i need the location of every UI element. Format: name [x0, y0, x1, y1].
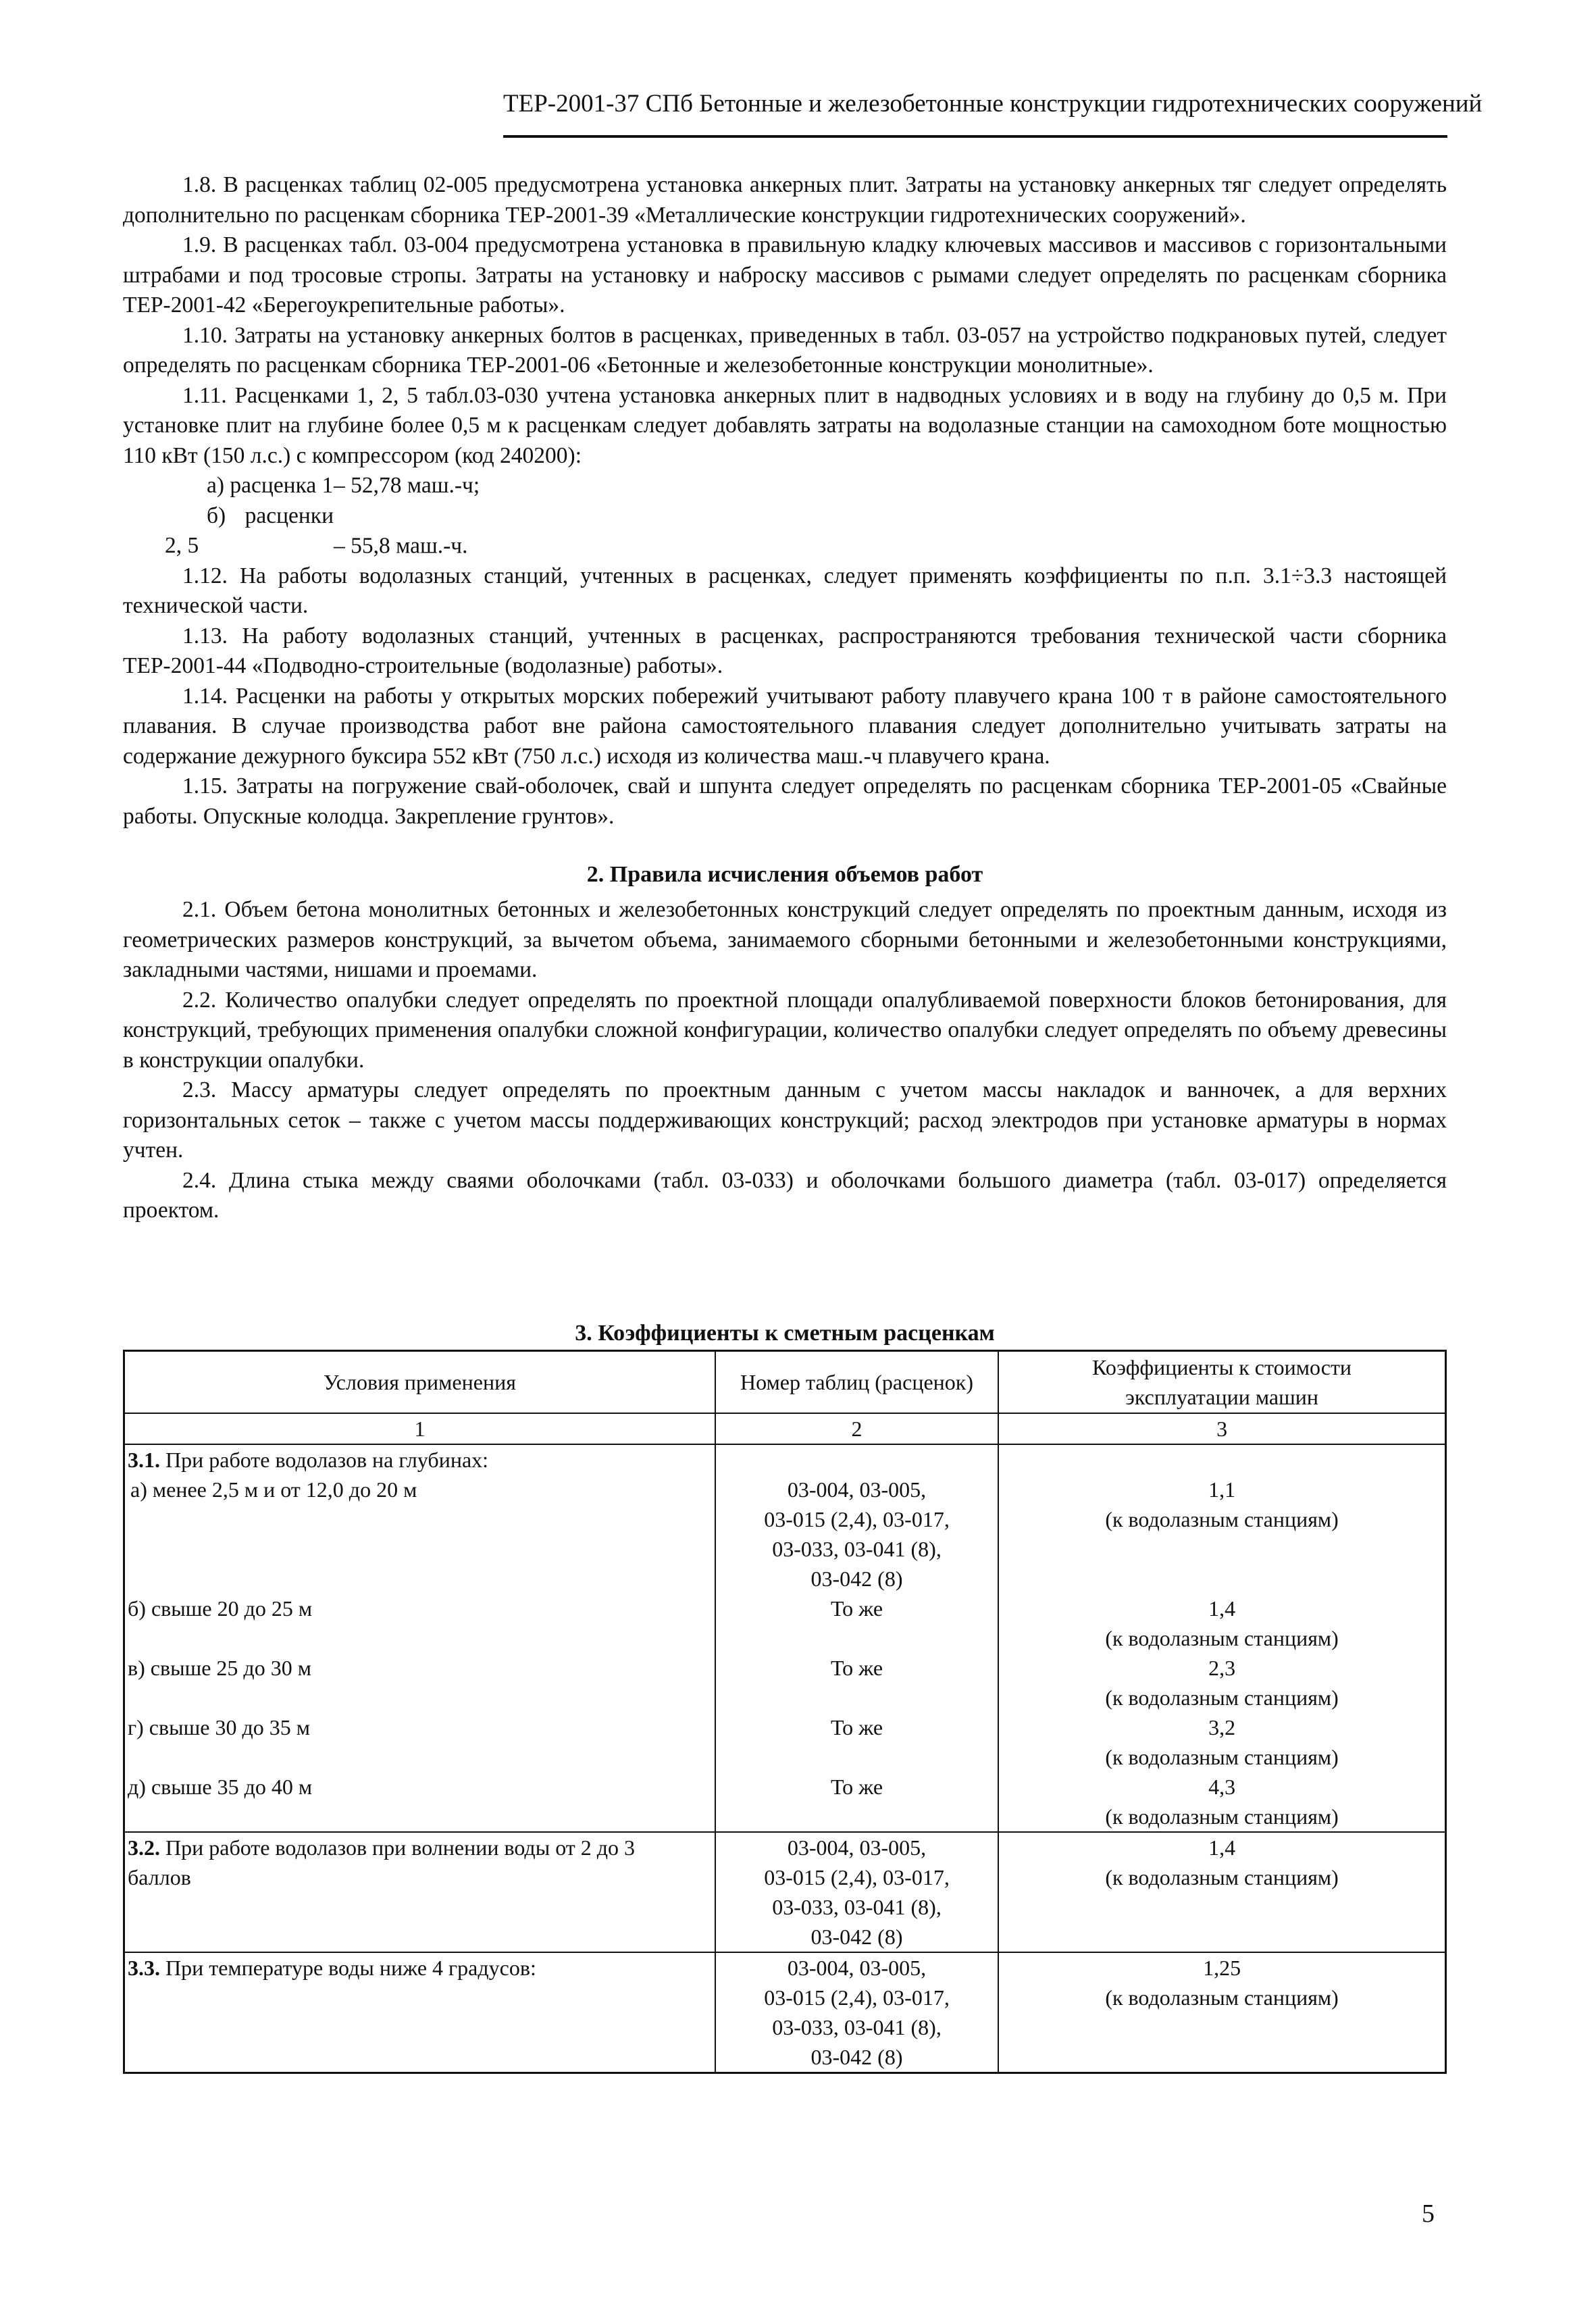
paragraph-1-15: 1.15. Затраты на погружение свай-оболочек, свай и шпунта следует определять по расценкам сборника ТЕР-2001-05 «Свайные работы. Опускные колодца. Закрепление грунтов».: [123, 773, 1447, 829]
paragraph-2-1: 2.1. Объем бетона монолитных бетонных и железобетонных конструкций следует определять по проектным данным, исходя из геометрических размеров конструкций, за вычетом объема, занимаемого сборными бетонными и железобетонными конструкциями, закладными частями, нишами и проемами.: [123, 897, 1447, 982]
table-title: 3. Коэффициенты к сметным расценкам: [575, 1321, 995, 1346]
coefficients-table: [123, 1350, 1447, 2074]
paragraph-1-14: 1.14. Расценки на работы у открытых морских побережий учитывают работу плавучего крана 100 т в районе самостоятельного плавания. В случае производства работ вне района самостоятельного плавания следует дополнительно учитывать затраты на содержание дежурного буксира 552 кВт (750 л.с.) исходя из количества маш.-ч плавучего крана.: [123, 683, 1447, 769]
running-header: ТЕР-2001-37 СПб Бетонные и железобетонные конструкции гидротехнических сооружений: [503, 90, 1483, 118]
paragraph-1-12: 1.12. На работы водолазных станций, учтенных в расценках, следует применять коэффициенты по п.п. 3.1÷3.3 настоящей технической части.: [123, 563, 1447, 618]
paragraph-2-4: 2.4. Длина стыка между сваями оболочками (табл. 03-033) и оболочками большого диаметра (табл. 03-017) определяется проектом.: [123, 1167, 1447, 1223]
paragraph-1-10: 1.10. Затраты на установку анкерных болтов в расценках, приведенных в табл. 03-057 на устройство подкрановых путей, следует определять по расценкам сборника ТЕР-2001-06 «Бетонные и железобетонные конструкции монолитные».: [123, 322, 1447, 378]
list-item-1-11-b: б) расценки 2, 5 – 55,8 маш.-ч.: [165, 503, 468, 558]
table-row-3-1: 3.1. При работе водолазов на глубинах: а) менее 2,5 м и от 12,0 до 20 м б) свыше 20 до 25 м в) свыше 25 до 30 м г) свыше 30 до 35 м д) свыше 35 до 40 м 03-004, 03-005, 03-015 (2,4), 03-017, 03-033, 03-041 (8), 03-042 (8) То же То же То же То же 1,1 (к водолазным станциям) 1,4 (к водолазным станциям) 2,3 (к водолазным станциям) 3,2 (к водолазным станциям) 4,3 (к водолазным станциям): [124, 1444, 1446, 1832]
table-row-3-2: 3.2. При работе водолазов при волнении воды от 2 до 3 баллов 03-004, 03-005, 03-015 (2,4), 03-017, 03-033, 03-041 (8), 03-042 (8) 1,4 (к водолазным станциям): [124, 1832, 1446, 1952]
table-col-numbers-row: 1 2 3: [124, 1413, 1446, 1444]
list-item-1-11-a: а) расценка 1– 52,78 маш.-ч;: [207, 473, 480, 498]
header-coefficients: Коэффициенты к стоимости эксплуатации машин: [998, 1351, 1445, 1414]
table-row-3-3: 3.3. При температуре воды ниже 4 градусов: 03-004, 03-005, 03-015 (2,4), 03-017, 03-033, 03-041 (8), 03-042 (8) 1,25 (к водолазным станциям): [124, 1952, 1446, 2073]
header-conditions: Условия применения: [124, 1351, 715, 1414]
paragraph-1-9: 1.9. В расценках табл. 03-004 предусмотрена установка в правильную кладку ключевых массивов и массивов с горизонтальными штрабами и под тросовые стропы. Затраты на установку и наброску массивов с рымами следует определять по расценкам сборника ТЕР-2001-42 «Берегоукрепительные работы».: [123, 232, 1447, 317]
section-2-title: 2. Правила исчисления объемов работ: [586, 862, 983, 887]
table-header-row: [124, 1351, 1446, 1414]
paragraph-2-3: 2.3. Массу арматуры следует определять по проектным данным с учетом массы накладок и ванночек, а для верхних горизонтальных сеток – также с учетом массы поддерживающих конструкций; расход электродов при установке арматуры в нормах учтен.: [123, 1077, 1447, 1163]
header-table-numbers: Номер таблиц (расценок): [715, 1351, 998, 1414]
paragraph-2-2: 2.2. Количество опалубки следует определять по проектной площади опалубливаемой поверхности блоков бетонирования, для конструкций, требующих применения опалубки сложной конфигурации, количество опалубки следует определять по объему древесины в конструкции опалубки.: [123, 987, 1447, 1073]
paragraph-1-8: 1.8. В расценках таблиц 02-005 предусмотрена установка анкерных плит. Затраты на установку анкерных тяг следует определять дополнительно по расценкам сборника ТЕР-2001-39 «Металлические конструкции гидротехнических сооружений».: [123, 172, 1447, 228]
document-body: [123, 170, 1447, 1226]
paragraph-1-11: 1.11. Расценками 1, 2, 5 табл.03-030 учтена установка анкерных плит в надводных условиях и в воду на глубину до 0,5 м. При установке плит на глубине более 0,5 м к расценкам следует добавлять затраты на водолазные станции на самоходном боте мощностью 110 кВт (150 л.с.) с компрессором (код 240200):: [123, 382, 1447, 468]
paragraph-1-13: 1.13. На работу водолазных станций, учтенных в расценках, распространяются требования технической части сборника ТЕР-2001-44 «Подводно-строительные (водолазные) работы».: [123, 623, 1447, 678]
page-number: 5: [1422, 2200, 1435, 2228]
header-rule: [503, 135, 1447, 138]
